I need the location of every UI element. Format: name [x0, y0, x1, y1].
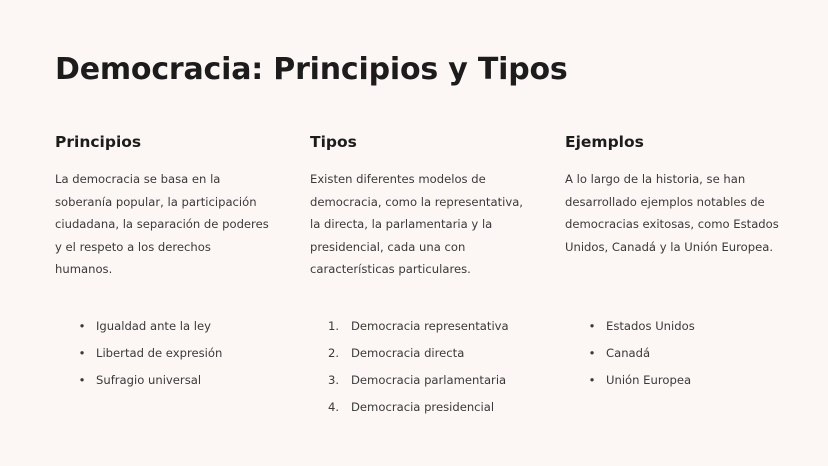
list-item	[310, 397, 509, 424]
bullet-icon: •	[588, 373, 596, 387]
list-item	[310, 343, 509, 370]
list-item-text: Democracia directa	[351, 346, 465, 360]
list-item	[565, 343, 695, 370]
bullet-icon: •	[588, 319, 596, 333]
list-item-text: Democracia presidencial	[351, 400, 495, 414]
column-description: A lo largo de la historia, se han desarrollado ejemplos notables de democracias exitosas, como Estados Unidos, Canadá y la Unión Europea.	[565, 172, 779, 254]
list-item	[565, 370, 695, 397]
list-item	[55, 370, 222, 397]
list-item-text: Democracia parlamentaria	[351, 373, 507, 387]
bullet-icon: •	[78, 373, 86, 387]
column-heading: Ejemplos	[565, 133, 644, 151]
column-ejemplos	[565, 132, 780, 258]
tipos-numbered-list	[310, 316, 509, 424]
column-heading: Tipos	[310, 133, 357, 151]
column-heading: Principios	[55, 133, 142, 151]
principios-bullet-list	[55, 316, 222, 397]
column-description: La democracia se basa en la soberanía popular, la participación ciudadana, la separación de poderes y el respeto a los derechos humanos.	[55, 172, 269, 277]
list-item-text: Libertad de expresión	[96, 346, 223, 360]
list-item-text: Canadá	[606, 346, 651, 360]
list-number: 4.	[328, 400, 340, 414]
column-description: Existen diferentes modelos de democracia, como la representativa, la directa, la parlamentaria y la presidencial, cada una con características particulares.	[310, 172, 523, 277]
list-item	[565, 316, 695, 343]
list-number: 1.	[328, 319, 340, 333]
list-item	[310, 316, 509, 343]
ejemplos-bullet-list	[565, 316, 695, 397]
list-item-text: Sufragio universal	[96, 373, 202, 387]
list-item-text: Igualdad ante la ley	[96, 319, 212, 333]
list-item	[55, 316, 222, 343]
column-principios	[55, 132, 270, 281]
list-item	[310, 370, 509, 397]
list-number: 3.	[328, 373, 340, 387]
list-item-text: Unión Europea	[606, 373, 692, 387]
bullet-icon: •	[78, 319, 86, 333]
list-item	[55, 343, 222, 370]
bullet-icon: •	[588, 346, 596, 360]
column-tipos	[310, 132, 525, 281]
list-item-text: Estados Unidos	[606, 319, 695, 333]
bullet-icon: •	[78, 346, 86, 360]
list-item-text: Democracia representativa	[351, 319, 509, 333]
list-number: 2.	[328, 346, 340, 360]
slide-title: Democracia: Principios y Tipos	[55, 52, 568, 87]
